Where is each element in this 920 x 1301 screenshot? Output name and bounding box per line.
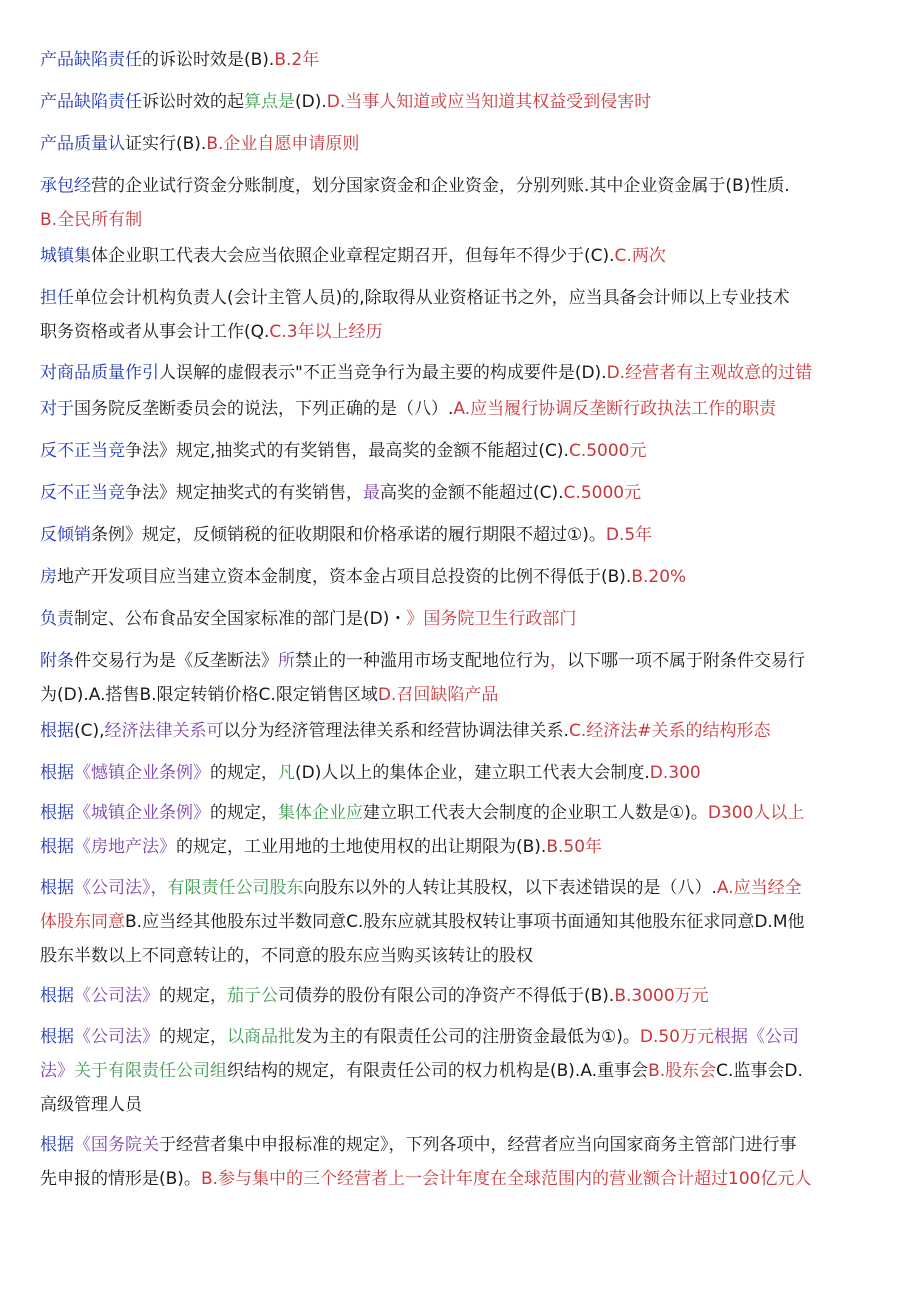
text-segment: 向股东以外的人转让其股权，以下表述错误的是（八）. xyxy=(303,878,717,898)
text-segment: 以商品批 xyxy=(227,1027,295,1047)
text-segment: 反倾销 xyxy=(40,525,91,545)
text-segment: C.两次 xyxy=(614,246,666,266)
entry-line xyxy=(40,1133,885,1157)
entry-line xyxy=(40,944,885,968)
text-segment: C.监事会D. xyxy=(716,1061,803,1081)
text-segment: 《国务院关 xyxy=(74,1135,159,1155)
text-segment: 根据 xyxy=(40,878,74,898)
text-segment: B.20% xyxy=(631,567,687,587)
text-segment: 件交易行为是《反垄断法》 xyxy=(74,651,278,671)
text-segment: 凡 xyxy=(278,763,295,783)
text-segment: 根据 xyxy=(40,986,74,1006)
entry-line xyxy=(40,439,885,463)
text-segment: C.5000元 xyxy=(568,441,647,461)
text-segment: 体企业职工代表大会应当依照企业章程定期召开，但每年不得少于(C). xyxy=(91,246,615,266)
entry-line xyxy=(40,48,885,72)
entry-line xyxy=(40,320,885,344)
text-segment: 承包经 xyxy=(40,176,91,196)
text-segment: 证实行(B). xyxy=(125,134,207,154)
text-segment: 高奖的金额不能超过(C). xyxy=(380,483,564,503)
text-segment: 的规定， xyxy=(159,986,227,1006)
text-segment: A.应当经全 xyxy=(716,878,802,898)
text-segment: 织结构的规定，有限责任公司的权力机构是(B).A.重事会 xyxy=(227,1061,649,1081)
text-segment: C.经济法#关系的结构形态 xyxy=(568,721,771,741)
text-segment: D.5年 xyxy=(605,525,653,545)
entry-line xyxy=(40,565,885,589)
text-segment: 争法》规定抽奖式的有奖销售， xyxy=(125,483,363,503)
text-segment: 茄亍公 xyxy=(227,986,278,1006)
text-segment: D.50万元 xyxy=(639,1027,715,1047)
text-segment: B.企业自愿申请原则 xyxy=(206,134,360,154)
text-segment: 根据 xyxy=(40,721,74,741)
text-segment: 股东半数以上不同意转让的，不同意的股东应当购买该转让的股权 xyxy=(40,946,533,966)
text-segment: 以分为经济管理法律关系和经营协调法律关系. xyxy=(223,721,569,741)
text-segment: 的规定， xyxy=(159,1027,227,1047)
text-segment: 的诉讼时效是(B). xyxy=(142,50,275,70)
text-segment: 条例》规定，反倾销税的征收期限和价格承诺的履行期限不超过①)。 xyxy=(91,525,606,545)
entry-line xyxy=(40,286,885,310)
text-segment: D.经营者有主观故意的过错 xyxy=(606,363,813,383)
entry-line xyxy=(40,1167,885,1191)
text-segment: 《房地产法》 xyxy=(74,837,176,857)
entry-line xyxy=(40,244,885,268)
text-segment: B.全民所有制 xyxy=(40,210,143,230)
text-segment: ， xyxy=(550,651,567,671)
entry-line xyxy=(40,174,885,198)
text-segment: 根据 xyxy=(40,1135,74,1155)
text-segment: 高级管理人员 xyxy=(40,1095,142,1115)
text-segment: 《憾镇企业条例》 xyxy=(74,763,210,783)
text-segment: 所 xyxy=(278,651,295,671)
entry-line xyxy=(40,1093,885,1117)
text-segment: 对商品质量作引 xyxy=(40,363,159,383)
text-segment: 附条 xyxy=(40,651,74,671)
text-segment: 人误解的虚假表示"不正当竞争行为最主要的构成要件是(D). xyxy=(159,363,607,383)
text-segment: 《公司法》， xyxy=(74,878,168,898)
entry-line xyxy=(40,523,885,547)
text-segment: 《公司法》 xyxy=(74,1027,159,1047)
entry-line xyxy=(40,361,885,385)
text-segment: D.当事人知道或应当知道其权益受到侵害时 xyxy=(326,92,652,112)
text-segment: 职务资格或者从事会计工作(Q. xyxy=(40,322,270,342)
text-segment: 》国务院卫生行政部门 xyxy=(406,609,577,629)
text-segment: 担任 xyxy=(40,288,74,308)
text-segment: 产品质量认 xyxy=(40,134,125,154)
text-segment: 禁止的一种滥用市场支配地位行为 xyxy=(295,651,550,671)
entry-line xyxy=(40,397,885,421)
text-segment: B.2年 xyxy=(274,50,320,70)
entry-line xyxy=(40,876,885,900)
text-segment: 《公司法》 xyxy=(74,986,159,1006)
text-segment: C.5000元 xyxy=(563,483,642,503)
text-segment: 对于 xyxy=(40,399,74,419)
text-segment: (D)人以上的集体企业，建立职工代表大会制度. xyxy=(295,763,650,783)
entry-line xyxy=(40,984,885,1008)
text-segment: 司债券的股份有限公司的净资产不得低于(B). xyxy=(278,986,615,1006)
text-segment: 有限责任公司股东 xyxy=(167,878,304,898)
text-segment: 地产开发项目应当建立资本金制度，资本金占项目总投资的比例不得低于(B). xyxy=(57,567,632,587)
text-segment: A.应当履行协调反垄断行政执法工作的职责 xyxy=(453,399,777,419)
text-segment: 经济法律关系可 xyxy=(104,721,224,741)
text-segment: 先申报的情形是(B)。 xyxy=(40,1169,201,1189)
text-segment: 反不正当竞 xyxy=(40,483,125,503)
text-segment: B.股东会 xyxy=(648,1061,717,1081)
text-segment: 根据 xyxy=(40,803,74,823)
text-segment: 法》 xyxy=(40,1061,74,1081)
text-segment: B.参与集中的三个经营者上一会计年度在全球范围内的营业额合计超过100亿元人 xyxy=(200,1169,812,1189)
text-segment: 单位会计机构负责人(会计主管人员)的,除取得从业资格证书之外，应当具备会计师以上专业技术 xyxy=(74,288,790,308)
text-segment: 房 xyxy=(40,567,57,587)
text-segment: D.300 xyxy=(649,763,701,783)
text-segment: D300人以上 xyxy=(707,803,805,823)
text-segment: 的规定，工业用地的土地使用权的出让期限为(B). xyxy=(176,837,547,857)
entry-line xyxy=(40,801,885,825)
text-segment: 根据 xyxy=(40,763,74,783)
text-segment: 关于有限责任公司组 xyxy=(74,1061,227,1081)
entry-line xyxy=(40,683,885,707)
text-segment: 营的企业试行资金分账制度，划分国家资金和企业资金，分别列账.其中企业资金属于(B)性质. xyxy=(91,176,790,196)
text-segment: 《城镇企业条例》 xyxy=(74,803,210,823)
entry-line xyxy=(40,607,885,631)
text-segment: (D). xyxy=(295,92,327,112)
text-segment: D.召回缺陷产品 xyxy=(377,685,499,705)
text-segment: 发为主的有限责任公司的注册资金最低为①)。 xyxy=(295,1027,640,1047)
text-segment: 的规定， xyxy=(210,763,278,783)
text-segment: 诉讼时效的起 xyxy=(142,92,244,112)
entry-line xyxy=(40,649,885,673)
text-segment: 负责 xyxy=(40,609,74,629)
text-segment: (C), xyxy=(74,721,105,741)
text-segment: 反不正当竞 xyxy=(40,441,125,461)
text-segment: 国务院反垄断委员会的说法，下列正确的是（八）. xyxy=(74,399,454,419)
entry-line xyxy=(40,90,885,114)
entry-line xyxy=(40,1025,885,1049)
entry-line xyxy=(40,132,885,156)
text-segment: 的规定， xyxy=(210,803,278,823)
text-segment: B.应当经其他股东过半数同意C.股东应就其股权转让事项书面通知其他股东征求同意D.M他 xyxy=(125,912,805,932)
entry-line xyxy=(40,1059,885,1083)
text-segment: 最 xyxy=(363,483,380,503)
text-segment: 产品缺陷责任 xyxy=(40,50,142,70)
text-segment: 根据 xyxy=(40,1027,74,1047)
entry-line xyxy=(40,719,885,743)
entry-line xyxy=(40,761,885,785)
text-segment: 城镇集 xyxy=(40,246,91,266)
text-segment: 为(D).A.搭售B.限定转销价格C.限定销售区域 xyxy=(40,685,378,705)
text-segment: 根据 xyxy=(40,837,74,857)
text-segment: C.3年以上经历 xyxy=(269,322,383,342)
text-segment: 建立职工代表大会制度的企业职工人数是①)。 xyxy=(363,803,708,823)
text-segment: 体股东同意 xyxy=(40,912,125,932)
entry-line xyxy=(40,481,885,505)
text-segment: 根据《公司 xyxy=(714,1027,800,1047)
text-segment: 产品缺陷责任 xyxy=(40,92,142,112)
text-segment: 制定、公布食品安全国家标准的部门是(D)・ xyxy=(74,609,407,629)
text-segment: 以下哪一项不属于附条件交易行 xyxy=(567,651,805,671)
text-segment: 争法》规定,抽奖式的有奖销售，最高奖的金额不能超过(C). xyxy=(125,441,569,461)
entry-line xyxy=(40,910,885,934)
entry-line xyxy=(40,208,885,232)
text-segment: 算点是 xyxy=(244,92,295,112)
text-segment: B.3000万元 xyxy=(614,986,709,1006)
text-segment: 集体企业应 xyxy=(278,803,363,823)
text-segment: 于经营者集中申报标准的规定》，下列各项中，经营者应当向国家商务主管部门进行事 xyxy=(159,1135,797,1155)
text-segment: B.50年 xyxy=(546,837,603,857)
entry-line xyxy=(40,835,885,859)
